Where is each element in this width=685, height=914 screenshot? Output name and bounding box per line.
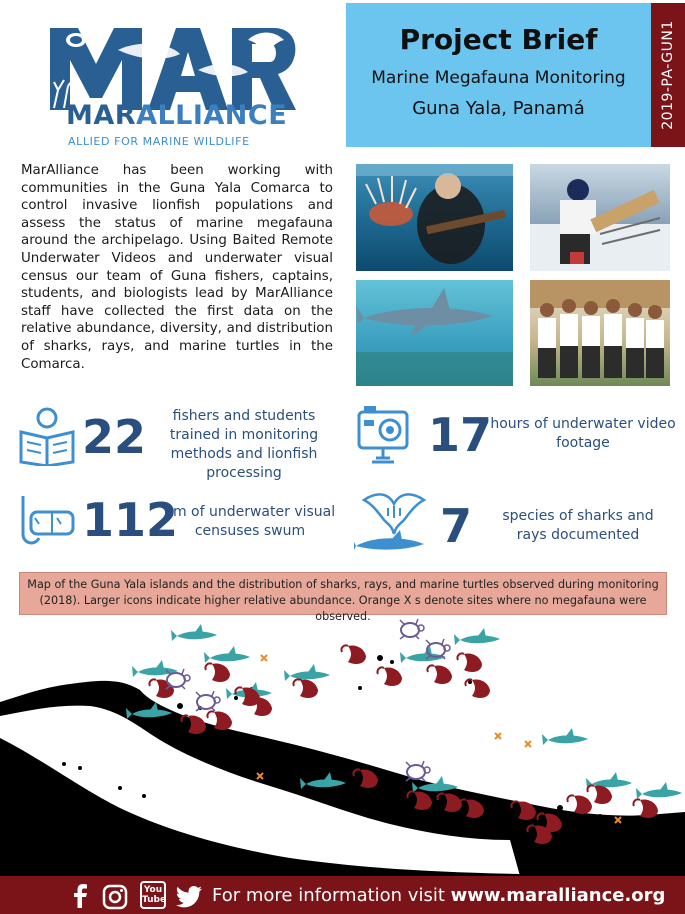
youtube-label: You Tube <box>140 881 166 909</box>
stat-description-km: km of underwater visual censuses swum <box>164 504 336 539</box>
photo-diver-lionfish <box>356 164 513 271</box>
shark-ray-icon <box>354 490 432 558</box>
logo-name-part2: ALLIANCE <box>136 100 288 131</box>
logo-name-part1: MAR <box>66 100 137 131</box>
maralliance-logo <box>30 14 310 148</box>
reading-person-icon <box>17 406 77 466</box>
stat-description-trained: fishers and students trained in monitoring methods and lionfish processing <box>169 408 319 481</box>
instagram-icon[interactable] <box>102 884 128 910</box>
project-location: Guna Yala, Panamá <box>412 98 585 119</box>
stat-number-species: 7 <box>440 499 473 553</box>
stat-number-hours: 17 <box>428 408 493 462</box>
facebook-icon[interactable] <box>72 884 88 908</box>
photo-team-group <box>530 280 670 386</box>
stat-description-hours: hours of underwater video footage <box>490 416 676 451</box>
action-camera-icon <box>356 404 410 466</box>
page-title: Project Brief <box>399 23 598 56</box>
footer-text-prefix: For more information visit <box>212 885 451 906</box>
map-caption: Map of the Guna Yala islands and the distribution of sharks, rays, and marine turtles observed during monitoring (2018). Larger icons indicate higher relative abundance. Orange X s denote sites where no megafauna were observed. <box>19 572 667 615</box>
youtube-icon[interactable] <box>140 881 166 911</box>
website-link[interactable]: www.maralliance.org <box>450 885 666 906</box>
intro-paragraph: MarAlliance has been working with communities in the Guna Yala Comarca to control invasive lionfish populations and assess the status of marine megafauna around the archipelago. Using Baited Remote Underwater Videos and underwater visual census our team of Guna fishers, captains, students, and biologists lead by MarAlliance staff have collected the first data on the relative abundance, diversity, and distribution of sharks, rays, and marine turtles in the Comarca. <box>21 163 333 372</box>
mar-logo-letters-icon <box>48 20 298 112</box>
stat-number-trained: 22 <box>82 410 147 464</box>
logo-tagline: ALLIED FOR MARINE WILDLIFE <box>68 135 250 148</box>
stat-number-km: 112 <box>82 493 179 547</box>
project-brief-panel <box>346 3 651 147</box>
stat-description-species: species of sharks and rays documented <box>502 508 654 543</box>
project-code: 2019-PA-GUN1 <box>660 20 676 130</box>
guna-yala-map <box>0 618 685 876</box>
project-subtitle: Marine Megafauna Monitoring <box>371 68 626 88</box>
photo-fishers-boat <box>530 164 670 271</box>
footer-bar <box>0 876 685 914</box>
footer-info <box>212 885 665 906</box>
logo-wordmark <box>66 100 287 131</box>
photo-reef-shark <box>356 280 513 386</box>
twitter-icon[interactable] <box>176 886 202 908</box>
snorkel-mask-icon <box>17 490 77 550</box>
project-code-bar <box>651 3 685 147</box>
